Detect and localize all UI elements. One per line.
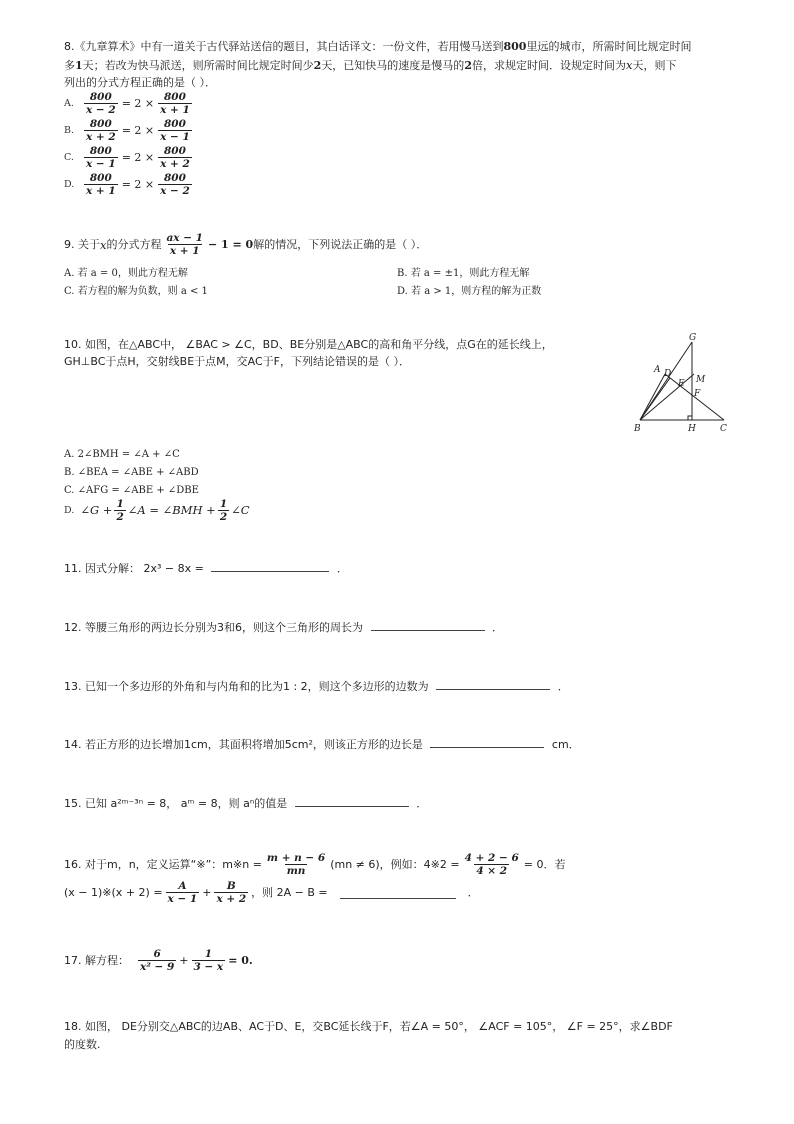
q10-option-d[interactable]: D. ∠G + $\frac{1}{2}$ ∠A = ∠BMH + $\frac{1}{2}$ ∠C xyxy=(64,498,250,523)
q10-option-c[interactable]: C. ∠AFG = ∠ABE + ∠DBE xyxy=(64,485,199,496)
q8-line1: 8.《九章算术》中有一道关于古代驿站送信的题目，其白话译文：一份文件，若用慢马送到800里远的城市，所需时间比规定时间 xyxy=(64,40,692,53)
q10-option-b[interactable]: B. ∠BEA = ∠ABE + ∠ABD xyxy=(64,467,199,478)
q10-figure xyxy=(628,330,738,436)
q10-line1: 10. 如图，在△ABC中， ∠BAC > ∠C，BD、BE分别是△ABC的高和角平分线，点G在的延长线上， xyxy=(64,338,553,351)
q16-line1: 16. 对于m，n，定义运算“※”：m※n = $\frac{m + n - 6}{mn}$ (mn ≠ 6)，例如：4※2 = $\frac{4 + 2 - 6}{4 \times 2}$ = 0．若 xyxy=(64,852,566,877)
q9-option-d[interactable]: D. 若 a > 1，则方程的解为正数 xyxy=(397,286,542,297)
q17: 17. 解方程： $\frac{6}{\text{x² − 9}}$ + $\frac{1}{3 - x}$ = 0. xyxy=(64,948,253,973)
q13-answer-blank[interactable] xyxy=(436,677,550,690)
label-a: A xyxy=(654,365,661,375)
label-f: F xyxy=(694,389,701,399)
label-h: H xyxy=(688,424,696,434)
q8-options xyxy=(64,90,192,198)
q8-option-b[interactable]: B. $\frac{800}{x + 2}$ = 2 × $\frac{800}{x - 1}$ xyxy=(64,118,190,143)
q9-option-c[interactable]: C. 若方程的解为负数，则 a < 1 xyxy=(64,286,208,297)
q8-option-c[interactable]: C. $\frac{800}{x - 1}$ = 2 × $\frac{800}{x + 2}$ xyxy=(64,145,190,170)
right-angle-mark xyxy=(688,416,692,420)
segment-bd xyxy=(640,378,670,420)
q13: 13. 已知一个多边形的外角和与内角和的比为1 : 2，则这个多边形的边数为 ． xyxy=(64,677,569,696)
q18-line2: 的度数. xyxy=(64,1038,101,1051)
label-e: E xyxy=(678,379,685,389)
q10-line2: GH⊥BC于点H，交射线BE于点M，交AC于F，下列结论错误的是（ ）． xyxy=(64,355,411,368)
segment-bm xyxy=(640,374,694,420)
q16-line2: (x − 1)※(x + 2) = $\frac{A}{x - 1}$ + $\frac{B}{x + 2}$ ，则 2A − B = ． xyxy=(64,880,479,905)
q9-option-b[interactable]: B. 若 a = ±1，则此方程无解 xyxy=(397,268,530,279)
q15: 15. 已知 a²ᵐ⁻³ⁿ = 8， aᵐ = 8，则 aⁿ的值是 ． xyxy=(64,794,427,813)
label-c: C xyxy=(720,424,727,434)
q12-answer-blank[interactable] xyxy=(371,618,485,631)
q15-answer-blank[interactable] xyxy=(295,794,409,807)
q10-option-a[interactable]: A. 2∠BMH = ∠A + ∠C xyxy=(64,449,180,460)
label-d: D xyxy=(664,369,672,379)
q9-option-a[interactable]: A. 若 a = 0，则此方程无解 xyxy=(64,268,188,279)
segment-ba xyxy=(640,374,665,420)
q14-answer-blank[interactable] xyxy=(430,735,544,748)
q11-answer-blank[interactable] xyxy=(211,559,329,572)
q14: 14. 若正方形的边长增加1cm，其面积将增加5cm²，则该正方形的边长是 cm． xyxy=(64,735,580,754)
q18-line1: 18. 如图， DE分别交△ABC的边AB、AC于D、E，交BC延长线于F，若∠A = 50°， ∠ACF = 105°， ∠F = 25°，求∠BDF xyxy=(64,1020,673,1033)
label-b: B xyxy=(634,424,641,434)
q8-option-d[interactable]: D. $\frac{800}{x + 1}$ = 2 × $\frac{800}{x - 2}$ xyxy=(64,172,190,197)
q9-stem: 9. 关于 x 的分式方程 $\frac{ax - 1}{x + 1}$ − 1 = 0 解的情况，下列说法正确的是（ ）． xyxy=(64,232,428,257)
q11: 11. 因式分解： 2x³ − 8x = ． xyxy=(64,559,348,578)
q8-line2: 多1天；若改为快马派送，则所需时间比规定时间少2天，已知快马的速度是慢马的2倍，求规定时间．设规定时间为x天，则下 xyxy=(64,58,677,72)
q8-option-a[interactable]: A. $\frac{800}{x - 2}$ = 2 × $\frac{800}{x + 1}$ xyxy=(64,91,190,116)
q12: 12. 等腰三角形的两边长分别为3和6，则这个三角形的周长为 ． xyxy=(64,618,503,637)
label-m: M xyxy=(696,375,706,385)
q8-line3: 列出的分式方程正确的是（ ）． xyxy=(64,76,216,89)
label-g: G xyxy=(689,333,697,343)
q16-answer-blank[interactable] xyxy=(340,886,456,899)
